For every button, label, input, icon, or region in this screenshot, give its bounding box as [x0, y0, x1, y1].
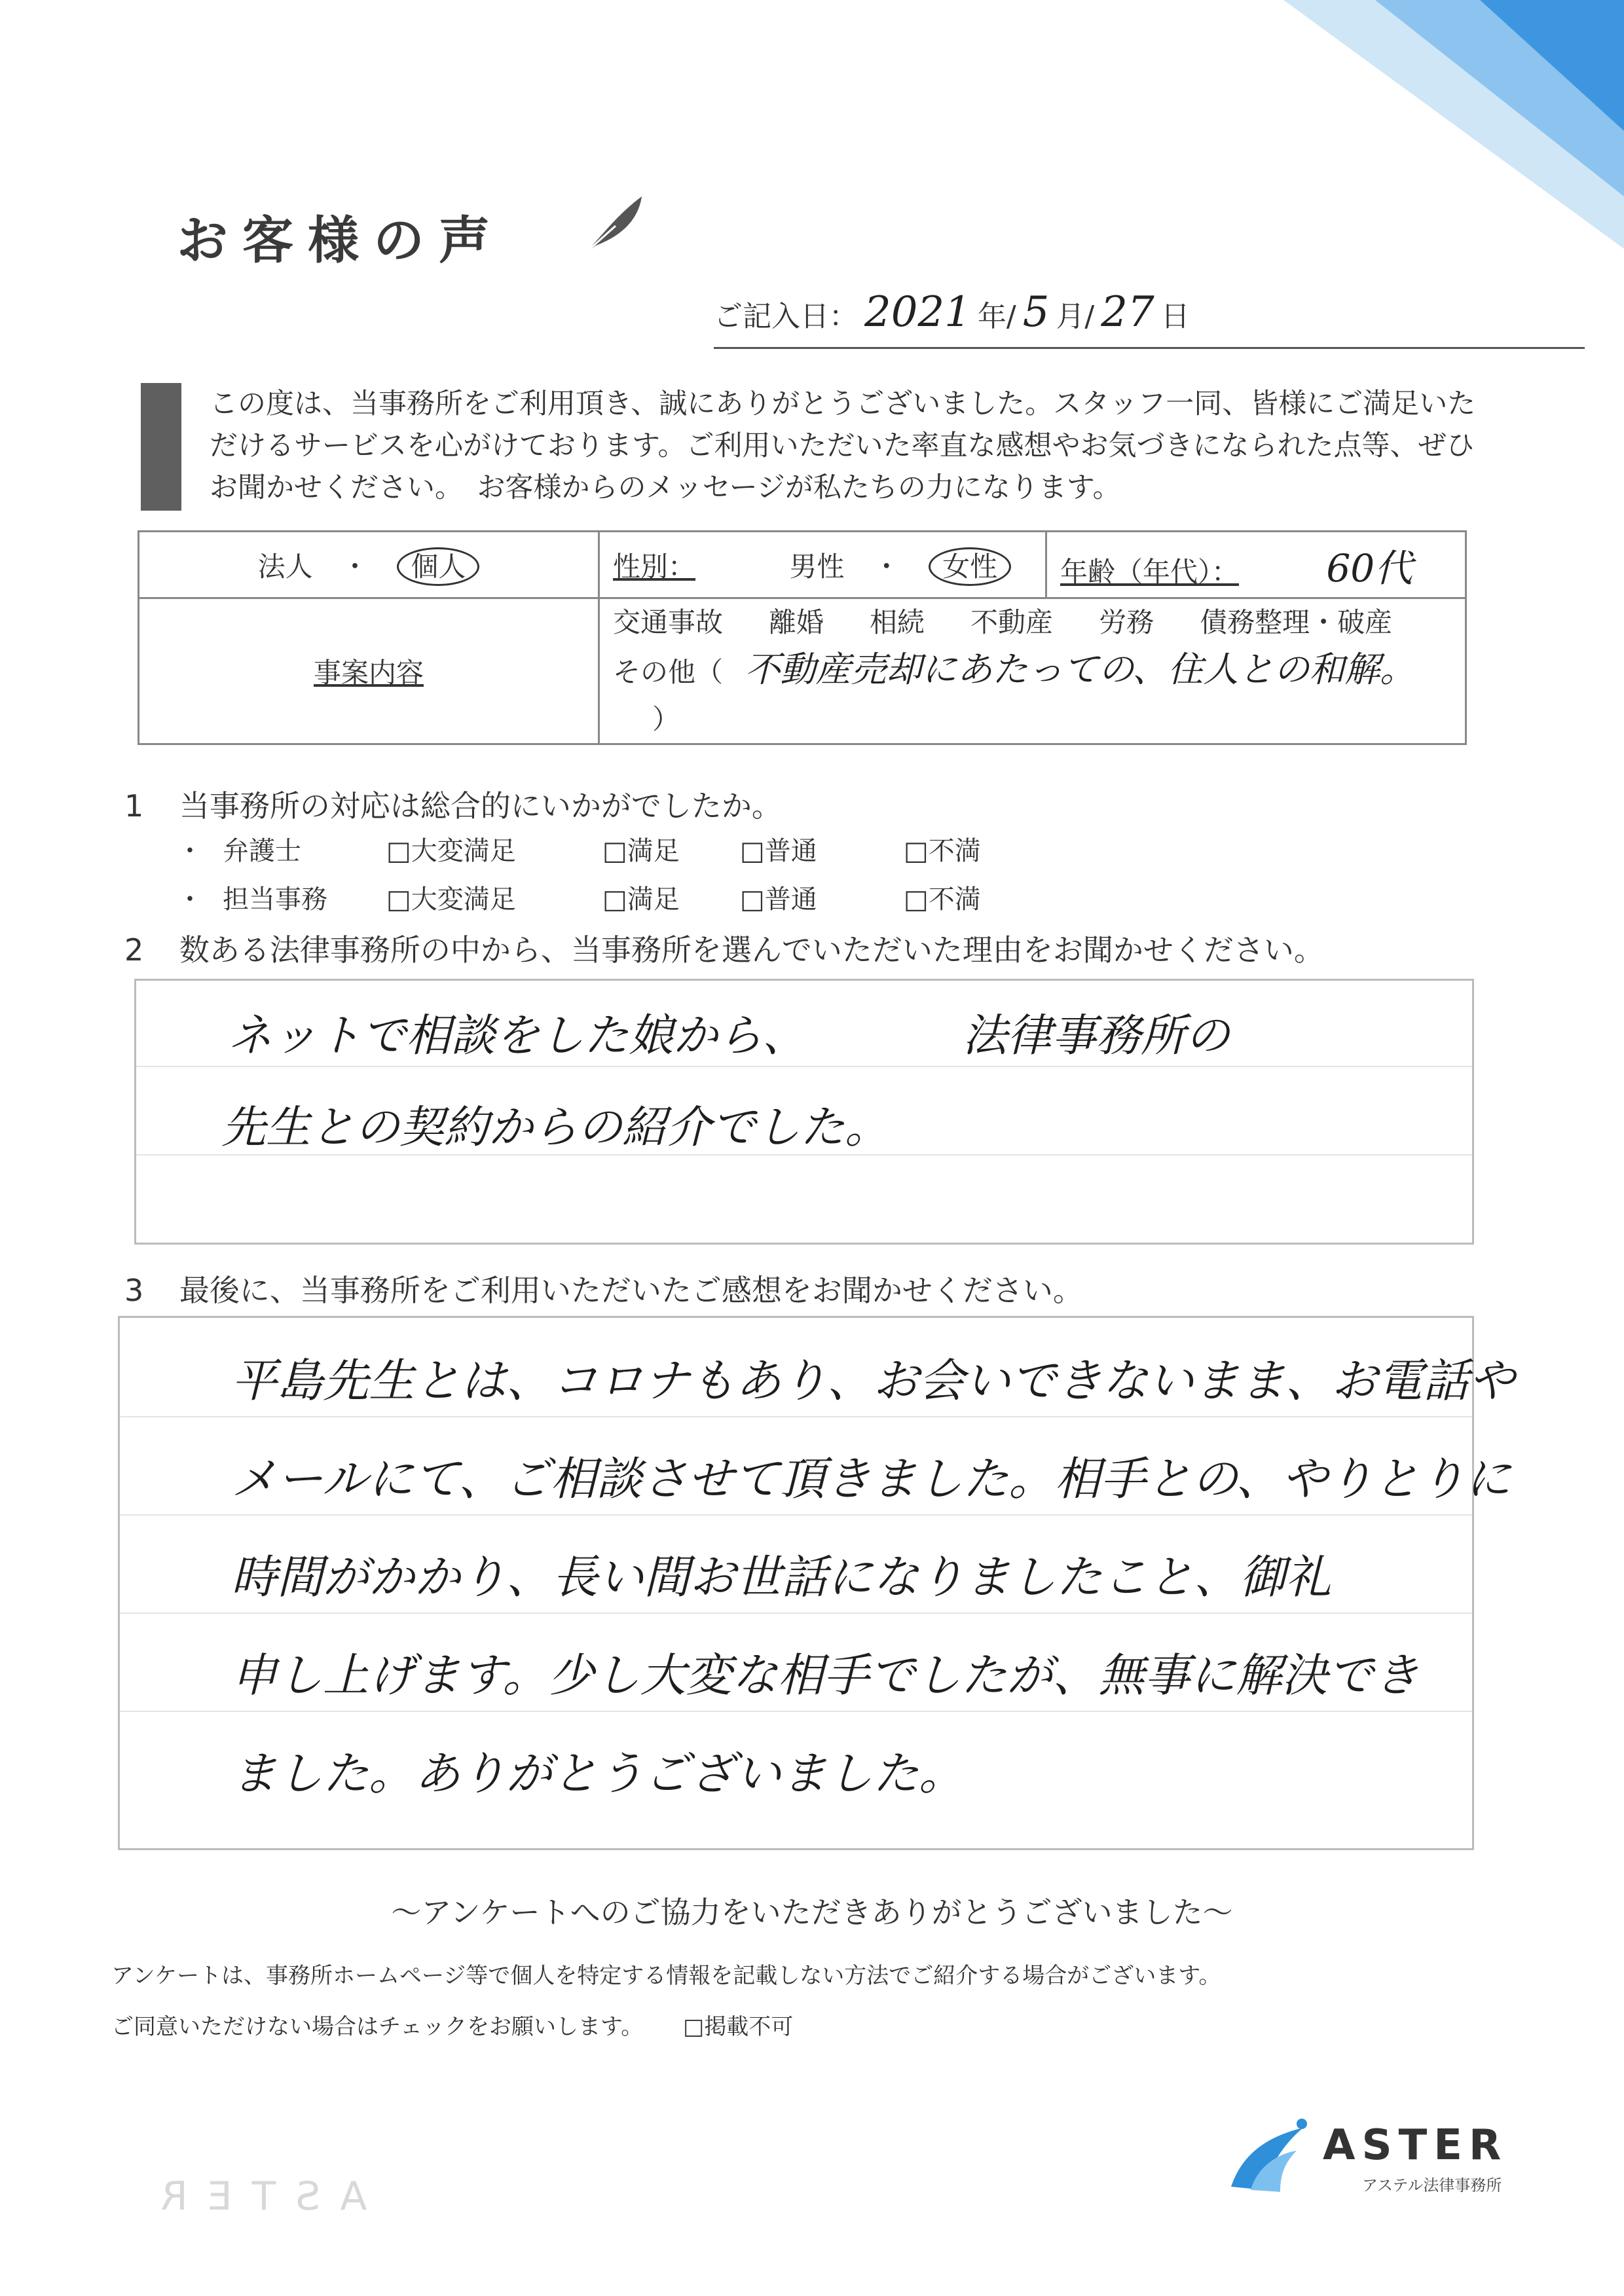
age-label: 年齢（年代）：: [1060, 555, 1240, 588]
rating-row: [177, 830, 1035, 879]
ruled-line: [120, 1416, 1472, 1417]
case-options: [613, 599, 1452, 646]
date-underline: [714, 347, 1585, 349]
question-text: 最後に、当事務所をご利用いただいたご感想をお聞かせください。: [179, 1273, 1083, 1308]
gender-female-circled: 女性: [929, 547, 1011, 586]
date-year-unit: 年/: [977, 300, 1016, 333]
case-other-value: 不動産売却にあたっての、住人との和解。: [745, 649, 1416, 690]
question-3: [124, 1267, 1083, 1310]
case-label-cell: [139, 598, 599, 744]
answer-3-line: 時間がかかり、長い間お世話になりましたこと、御礼: [231, 1550, 1331, 1604]
case-other-close: ）: [652, 703, 680, 735]
separator: ・: [341, 550, 369, 583]
date-month: 5: [1022, 288, 1050, 337]
rating-checkbox[interactable]: □満足: [602, 884, 680, 915]
case-option: 労務: [1099, 606, 1154, 638]
client-type-cell: [139, 532, 599, 598]
bleed-through-text: ASTER: [141, 2174, 367, 2219]
date-label: ご記入日：: [714, 300, 858, 333]
ruled-line: [120, 1711, 1472, 1712]
question-text: 数ある法律事務所の中から、当事務所を選んでいただいた理由をお聞かせください。: [179, 932, 1324, 968]
rating-checkbox[interactable]: □大変満足: [386, 836, 516, 866]
answer-2-line-2: 先生との契約からの紹介でした。: [221, 1102, 890, 1154]
date-year: 2021: [864, 288, 971, 337]
answer-3-line: 申し上げます。少し大変な相手でしたが、無事に解決でき: [231, 1649, 1420, 1702]
bullet: ・: [177, 884, 203, 915]
bleed-through-logo: [141, 2174, 367, 2219]
gender-cell: [599, 532, 1046, 598]
date-day-unit: 日: [1160, 300, 1190, 333]
question-text: 当事務所の対応は総合的にいかがでしたか。: [179, 788, 782, 824]
ruled-line: [120, 1613, 1472, 1614]
consent-note: [111, 2009, 793, 2041]
gender-label: 性別：: [613, 550, 696, 583]
date-month-unit: 月/: [1056, 300, 1095, 333]
aster-logo-icon: [1218, 2115, 1316, 2200]
gender-male: 男性: [789, 550, 845, 583]
answer-box-2: [134, 979, 1474, 1245]
question-1-options: [177, 830, 1035, 927]
logo-name: ASTER: [1323, 2121, 1508, 2170]
date-row: [714, 288, 1190, 337]
rating-checkbox[interactable]: □不満: [904, 836, 981, 866]
intro-line: この度は、当事務所をご利用頂き、誠にありがとうございました。スタッフ一同、皆様にご満足いた: [210, 388, 1476, 420]
intro-accent-bar: [141, 383, 181, 511]
client-type-corp: 法人: [257, 550, 313, 583]
rating-checkbox[interactable]: □普通: [740, 836, 817, 866]
rating-label: 弁護士: [223, 836, 301, 866]
intro-line: だけるサービスを心がけております。ご利用いただいた率直な感想やお気づきになられた点等、ぜひ: [210, 429, 1475, 462]
rating-checkbox[interactable]: □大変満足: [386, 884, 516, 915]
ruled-line: [136, 1066, 1472, 1067]
page-title: お客様の声: [177, 211, 505, 270]
answer-3-line: 平島先生とは、コロナもあり、お会いできないまま、お電話や: [231, 1354, 1515, 1408]
rating-checkbox[interactable]: □普通: [740, 884, 817, 915]
question-2: [124, 926, 1324, 970]
question-1: [124, 782, 782, 826]
rating-label: 担当事務: [223, 884, 327, 915]
case-options-cell: [599, 598, 1466, 744]
rating-row: [177, 879, 1035, 927]
age-value: 60代: [1326, 545, 1413, 591]
corner-decoration: [1283, 0, 1624, 249]
question-number: 2: [124, 932, 144, 968]
date-day: 27: [1101, 288, 1154, 337]
bullet: ・: [177, 836, 203, 866]
case-other-label: その他（: [613, 656, 724, 688]
intro-line: お聞かせください。 お客様からのメッセージが私たちの力になります。: [210, 471, 1121, 504]
answer-box-3: [118, 1316, 1515, 1850]
consent-text: ご同意いただけない場合はチェックをお願いします。: [111, 2014, 644, 2040]
case-other: [613, 646, 1452, 743]
case-option: 離婚: [769, 606, 824, 638]
rating-checkbox[interactable]: □不満: [904, 884, 981, 915]
case-option: 債務整理・破産: [1200, 606, 1393, 638]
answer-2-line-1: ネットで相談をした娘から、 法律事務所の: [228, 1010, 1230, 1062]
case-option: 相続: [870, 606, 925, 638]
separator: ・: [872, 550, 900, 583]
question-number: 3: [124, 1273, 144, 1308]
case-option: 不動産: [970, 606, 1054, 638]
publication-note: アンケートは、事務所ホームページ等で個人を特定する情報を記載しない方法でご紹介する場合がございます。: [111, 1963, 1221, 1989]
client-type-individual-circled: 個人: [397, 547, 479, 586]
intro-text: [210, 383, 1506, 509]
age-cell: [1046, 532, 1466, 598]
case-option: 交通事故: [613, 606, 724, 638]
thanks-message: ～アンケートへのご協力をいただきありがとうございました～: [391, 1895, 1233, 1930]
question-number: 1: [124, 788, 144, 824]
logo-subtitle: アステル法律事務所: [1362, 2176, 1502, 2195]
rating-checkbox[interactable]: □満足: [602, 836, 680, 866]
quill-icon: [576, 190, 648, 262]
customer-info-table: [138, 530, 1467, 745]
answer-3-line: ました。ありがとうございました。: [231, 1747, 965, 1800]
ruled-line: [120, 1514, 1472, 1516]
no-publish-checkbox[interactable]: □掲載不可: [683, 2014, 794, 2040]
answer-3-line: メールにて、ご相談させて頂きました。相手との、やりとりに: [231, 1452, 1511, 1506]
case-label: 事案内容: [313, 657, 424, 689]
